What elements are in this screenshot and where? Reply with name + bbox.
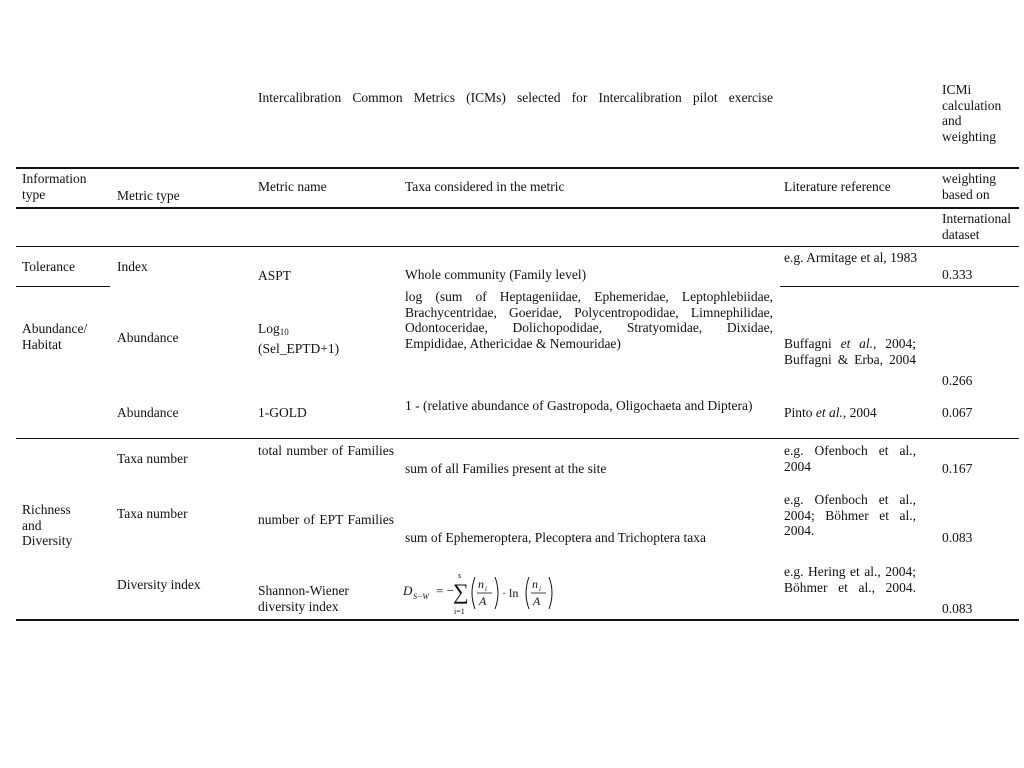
literature-buffagni [784, 336, 916, 367]
metric-type-diversity-index: Diversity index [117, 577, 201, 592]
formula-num-2: n [532, 577, 538, 591]
abundance-bottom-rule [16, 438, 1019, 439]
taxa-whole-community: Whole community (Family level) [405, 267, 587, 282]
table-bottom-rule [16, 619, 1019, 621]
tolerance-rule-right [780, 286, 1019, 287]
header-bottom-rule [16, 207, 1019, 209]
subheader-bottom-rule [16, 246, 1019, 247]
literature-buffagni-etal: et al. [840, 336, 874, 351]
formula-num-sub-2: i [539, 585, 541, 593]
literature-armitage: e.g. Armitage et al, 1983 [784, 250, 918, 265]
weight-ept-families: 0.083 [942, 530, 973, 545]
metric-type-taxa-number: Taxa number [117, 451, 188, 466]
tolerance-rule-left [16, 286, 110, 287]
formula-ln: · ln [502, 586, 519, 600]
subheader-international-dataset: International dataset [942, 211, 1011, 242]
formula-sigma: ∑ [453, 579, 469, 604]
header-literature: Literature reference [784, 179, 891, 194]
formula-paren-left-1 [472, 577, 475, 609]
header-metric-name: Metric name [258, 179, 327, 194]
taxa-relative-abundance: 1 - (relative abundance of Gastropoda, Oligochaeta and Diptera) [405, 398, 753, 413]
header-metric-type: Metric type [117, 188, 180, 203]
taxa-ept-taxa: sum of Ephemeroptera, Plecoptera and Trichoptera taxa [405, 530, 707, 545]
literature-pinto [784, 405, 924, 421]
icmi-section-title: ICMi calculation and weighting [942, 82, 1002, 144]
metric-name-shannon-wiener: Shannon-Wiener diversity index [258, 583, 349, 614]
metric-name-sel-eptd: (Sel_EPTD+1) [258, 340, 340, 356]
formula-den-2: A [533, 594, 541, 608]
metric-type-abundance-2: Abundance [117, 405, 179, 420]
formula-num-sub-1: i [485, 585, 487, 593]
formula-sum-bottom: i=1 [454, 607, 465, 616]
literature-hering-bohmer: e.g. Hering et al., 2004; Böhmer et al., 2004. [784, 564, 916, 595]
literature-buffagni-rest: , 2004; Buffagni & Erba, 2004 [784, 336, 916, 367]
icm-section-title: Intercalibration Common Metrics (ICMs) selected for Intercalibration pilot exercise [258, 90, 773, 105]
table-top-rule [16, 167, 1019, 169]
formula-equals: = − [436, 583, 454, 598]
metric-name-log-sel-eptd [258, 321, 398, 356]
weight-shannon-wiener: 0.083 [942, 601, 973, 616]
taxa-log-sum-families: log (sum of Heptageniidae, Ephemeridae, Leptophlebiidae, Brachycentridae, Goeridae, Polycentropodidae, Limnephilidae, Odontoceridae, Dolichopodidae, Stratyomidae, Dixidae, Empididae, Athericidae & Nemouridae) [405, 289, 773, 351]
formula-paren-right-1 [495, 577, 498, 609]
formula-den-1: A [479, 594, 487, 608]
metric-type-abundance: Abundance [117, 330, 179, 345]
metric-name-total-families: total number of Families [258, 443, 394, 458]
formula-lhs: D [403, 583, 413, 598]
shannon-wiener-formula [403, 568, 575, 618]
literature-buffagni-author: Buffagni [784, 336, 832, 351]
metric-type-taxa-number-2: Taxa number [117, 506, 188, 521]
metric-name-aspt: ASPT [258, 268, 292, 283]
weight-1-gold: 0.067 [942, 405, 973, 420]
weight-aspt: 0.333 [942, 267, 973, 282]
metric-name-log: Log [258, 321, 280, 336]
formula-lhs-sub: S−W [413, 592, 430, 601]
literature-ofenboch-bohmer: e.g. Ofenboch et al., 2004; Böhmer et al., 2004. [784, 492, 916, 538]
header-taxa: Taxa considered in the metric [405, 179, 565, 194]
info-type-richness-diversity: Richness and Diversity [22, 502, 73, 548]
metric-type-index: Index [117, 259, 148, 274]
literature-pinto-rest: , 2004 [842, 405, 877, 420]
info-type-abundance-habitat: Abundance/ Habitat [22, 321, 88, 352]
weight-log-sel-eptd: 0.266 [942, 373, 973, 388]
taxa-sum-all-families: sum of all Families present at the site [405, 461, 607, 476]
literature-pinto-etal: et al. [815, 405, 843, 420]
metric-name-log-base: 10 [279, 327, 289, 337]
formula-num-1: n [478, 577, 484, 591]
formula-sum-top: s [458, 571, 462, 580]
literature-pinto-author: Pinto [784, 405, 813, 420]
formula-paren-left-2 [526, 577, 529, 609]
formula-paren-right-2 [549, 577, 552, 609]
metric-name-ept-families: number of EPT Families [258, 512, 394, 527]
weight-total-families: 0.167 [942, 461, 973, 476]
header-information-type: Information type [22, 171, 87, 202]
info-type-tolerance: Tolerance [22, 259, 76, 274]
header-weighting: weighting based on [942, 171, 996, 202]
literature-ofenboch: e.g. Ofenboch et al., 2004 [784, 443, 916, 474]
metric-name-1-gold: 1-GOLD [258, 405, 307, 420]
